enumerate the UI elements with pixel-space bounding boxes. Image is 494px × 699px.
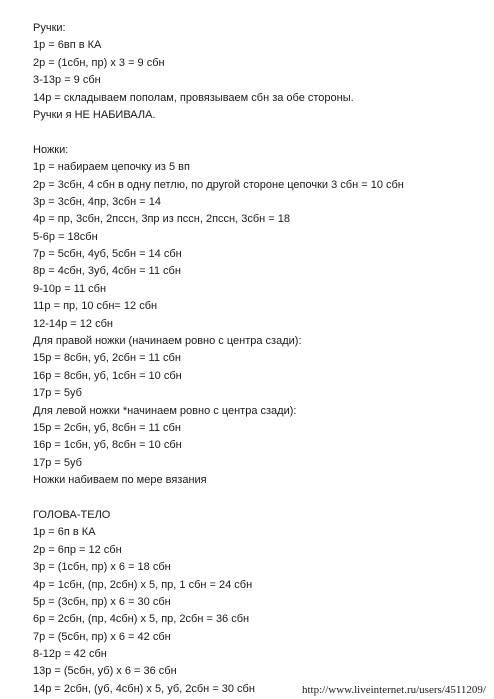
pattern-row: 3-13р = 9 сбн — [33, 74, 101, 87]
pattern-row: Ручки я НЕ НАБИВАЛА. — [33, 108, 156, 121]
pattern-row: 2р = 3сбн, 4 сбн в одну петлю, по другой стороне цепочки 3 сбн = 10 сбн — [33, 178, 404, 191]
pattern-row: 6р = 2сбн, (пр, 4сбн) х 5, пр, 2сбн = 36 сбн — [33, 613, 250, 626]
pattern-row: 1р = 6п в КА — [33, 526, 96, 539]
section-gap — [33, 490, 488, 507]
pattern-row: 14р = складываем пополам, провязываем сбн за обе стороны. — [33, 91, 354, 104]
pattern-row: 8р = 4сбн, 3уб, 4сбн = 11 сбн — [33, 265, 181, 278]
pattern-section — [33, 20, 488, 124]
section-heading: Ножки: — [33, 143, 69, 156]
section-heading: Ручки: — [33, 22, 66, 34]
pattern-section — [33, 507, 488, 698]
pattern-row: 8-12р = 42 сбн — [33, 648, 107, 661]
pattern-row: 17р = 5уб — [33, 387, 82, 400]
pattern-row: Для правой ножки (начинаем ровно с центра сзади): — [33, 335, 302, 348]
pattern-row: 5-6р = 18сбн — [33, 230, 98, 243]
pattern-document — [33, 20, 488, 698]
pattern-row: 1р = набираем цепочку из 5 вп — [33, 161, 190, 174]
pattern-row: Ножки набиваем по мере вязания — [33, 474, 207, 487]
section-heading: ГОЛОВА-ТЕЛО — [33, 508, 111, 521]
pattern-row: 9-10р = 11 сбн — [33, 282, 107, 295]
pattern-row: 16р = 1сбн, уб, 8сбн = 10 сбн — [33, 439, 182, 452]
pattern-row: Для левой ножки *начинаем ровно с центра сзади): — [33, 404, 297, 417]
pattern-row: 4р = 1сбн, (пр, 2сбн) х 5, пр, 1 сбн = 24 сбн — [33, 578, 253, 591]
source-watermark: http://www.liveinternet.ru/users/4511209/ — [301, 684, 486, 696]
pattern-row: 13р = (5сбн, уб) х 6 = 36 сбн — [33, 665, 177, 678]
pattern-row: 5р = (3сбн, пр) х 6 = 30 сбн — [33, 595, 171, 608]
pattern-row: 1р = 6вп в КА — [33, 39, 102, 52]
pattern-row: 3р = (1сбн, пр) х 6 = 18 сбн — [33, 561, 171, 574]
pattern-row: 3р = 3сбн, 4пр, 3сбн = 14 — [33, 195, 161, 208]
pattern-row: 16р = 8сбн, уб, 1сбн = 10 сбн — [33, 369, 182, 382]
pattern-row: 11р = пр, 10 сбн= 12 сбн — [33, 300, 158, 313]
pattern-row: 4р = пр, 3сбн, 2пссн, 3пр из пссн, 2пссн, 3сбн = 18 — [33, 213, 290, 226]
pattern-row: 2р = 6пр = 12 сбн — [33, 543, 122, 556]
section-gap — [33, 124, 488, 141]
pattern-row: 15р = 8сбн, уб, 2сбн = 11 сбн — [33, 352, 181, 365]
pattern-section — [33, 142, 488, 490]
pattern-row: 7р = 5сбн, 4уб, 5сбн = 14 сбн — [33, 248, 182, 261]
pattern-row: 14р = 2сбн, (уб, 4сбн) х 5, уб, 2сбн = 30 сбн — [33, 682, 255, 695]
pattern-row: 12-14р = 12 сбн — [33, 317, 113, 330]
pattern-row: 7р = (5сбн, пр) х 6 = 42 сбн — [33, 630, 171, 643]
pattern-row: 15р = 2сбн, уб, 8сбн = 11 сбн — [33, 421, 181, 434]
pattern-row: 17р = 5уб — [33, 456, 82, 469]
pattern-row: 2р = (1сбн, пр) х 3 = 9 сбн — [33, 56, 165, 69]
